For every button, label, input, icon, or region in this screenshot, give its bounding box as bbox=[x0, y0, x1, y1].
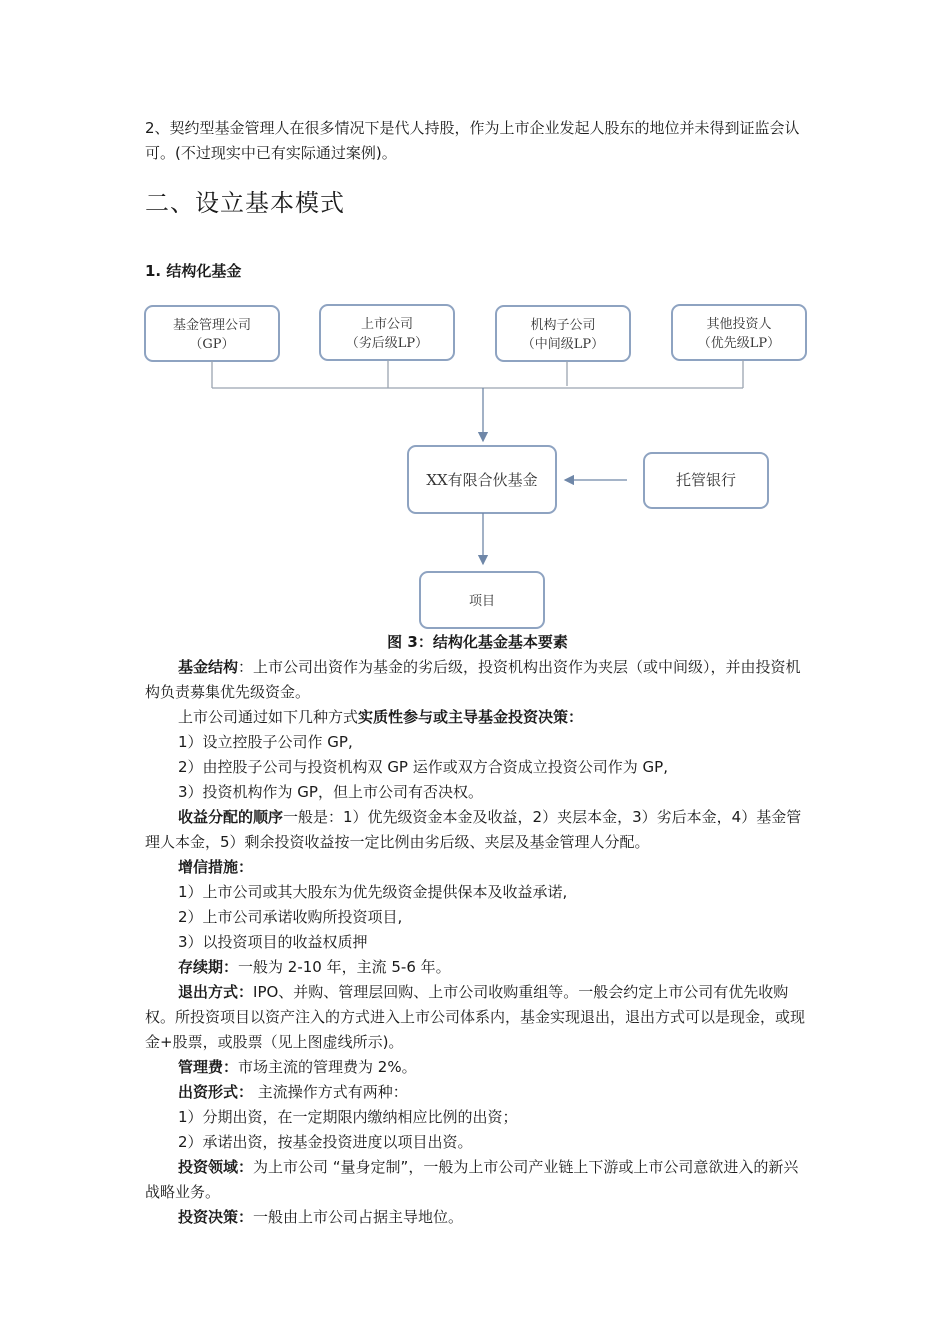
node-other-line2: （优先级LP） bbox=[697, 336, 781, 351]
node-gp-line2: （GP） bbox=[189, 337, 235, 352]
participate-bold: 实质性参与或主导基金投资决策： bbox=[358, 708, 584, 726]
node-fund-label: XX有限合伙基金 bbox=[426, 471, 538, 489]
intro-paragraph: 2、契约型基金管理人在很多情况下是代人持股，作为上市企业发起人股东的地位并未得到证监会认可。(不过现实中已有实际通过案例)。 bbox=[145, 119, 800, 162]
structure-text: ：上市公司出资作为基金的劣后级，投资机构出资作为夹层（或中间级），并由投资机构负责募集优先级资金。 bbox=[145, 658, 801, 701]
participate-pre: 上市公司通过如下几种方式 bbox=[178, 708, 359, 726]
decision-text: 一般由上市公司占据主导地位。 bbox=[253, 1208, 464, 1226]
participate-item-2: 2）由控股子公司与投资机构双 GP 运作或双方合资成立投资公司作为 GP, bbox=[178, 758, 668, 776]
node-project-label: 项目 bbox=[468, 594, 496, 609]
participate-line bbox=[178, 705, 843, 730]
node-bank-label: 托管银行 bbox=[675, 471, 737, 489]
fee-line bbox=[178, 1055, 843, 1080]
credit-item-1: 1）上市公司或其大股东为优先级资金提供保本及收益承诺, bbox=[178, 883, 568, 901]
contrib-label: 出资形式： bbox=[178, 1083, 254, 1101]
structure-label: 基金结构 bbox=[178, 658, 239, 676]
distribution-paragraph bbox=[145, 805, 810, 855]
fee-text: 市场主流的管理费为 2%。 bbox=[238, 1058, 417, 1076]
distribution-label: 收益分配的顺序 bbox=[178, 808, 284, 826]
credit-label: 增信措施： bbox=[178, 858, 254, 876]
participate-item-1: 1）设立控股子公司作 GP, bbox=[178, 733, 353, 751]
node-custodian-bank bbox=[644, 453, 768, 508]
node-fund bbox=[408, 446, 556, 513]
contrib-item-2: 2）承诺出资，按基金投资进度以项目出资。 bbox=[178, 1133, 473, 1151]
node-listed-company bbox=[320, 305, 454, 360]
node-gp bbox=[145, 306, 279, 361]
duration-label: 存续期： bbox=[178, 958, 239, 976]
duration-line bbox=[178, 955, 843, 980]
field-label: 投资领域： bbox=[178, 1158, 254, 1176]
distribution-text: 一般是：1）优先级资金本金及收益，2）夹层本金，3）劣后本金，4）基金管理人本金，5）剩余投资收益按一定比例由劣后级、夹层及基金管理人分配。 bbox=[145, 808, 802, 851]
contrib-text: 主流操作方式有两种： bbox=[253, 1083, 408, 1101]
node-institution-sub bbox=[496, 306, 630, 361]
decision-label: 投资决策： bbox=[178, 1208, 254, 1226]
credit-item-2: 2）上市公司承诺收购所投资项目, bbox=[178, 908, 403, 926]
node-gp-line1: 基金管理公司 bbox=[172, 318, 252, 333]
node-other-investors bbox=[672, 305, 806, 360]
node-project bbox=[420, 572, 544, 628]
decision-line bbox=[178, 1205, 843, 1230]
contrib-item-1: 1）分期出资，在一定期限内缴纳相应比例的出资； bbox=[178, 1108, 518, 1126]
exit-text: IPO、并购、管理层回购、上市公司收购重组等。一般会约定上市公司有优先收购权。所投资项目以资产注入的方式进入上市公司体系内，基金实现退出，退出方式可以是现金，或现金+股票，或股票（见上图虚线所示)。 bbox=[145, 983, 806, 1051]
node-inst-line1: 机构子公司 bbox=[530, 318, 596, 333]
section-title: 二、设立基本模式 bbox=[145, 189, 345, 217]
exit-paragraph bbox=[145, 980, 810, 1055]
credit-item-3: 3）以投资项目的收益权质押 bbox=[178, 933, 368, 951]
field-text: 为上市公司 “量身定制”，一般为上市公司产业链上下游或上市公司意欲进入的新兴战略业务。 bbox=[145, 1158, 799, 1201]
field-paragraph bbox=[145, 1155, 810, 1205]
node-listed-line1: 上市公司 bbox=[360, 317, 414, 332]
structure-paragraph bbox=[145, 655, 810, 705]
connector-lines bbox=[212, 360, 743, 388]
duration-text: 一般为 2-10 年，主流 5-6 年。 bbox=[238, 958, 451, 976]
exit-label: 退出方式： bbox=[178, 983, 254, 1001]
node-listed-line2: （劣后级LP） bbox=[345, 336, 429, 351]
structure-diagram bbox=[140, 298, 820, 632]
subsection-title: 1. 结构化基金 bbox=[145, 262, 242, 280]
fee-label: 管理费： bbox=[178, 1058, 239, 1076]
node-inst-line2: （中间级LP） bbox=[521, 337, 605, 352]
node-other-line1: 其他投资人 bbox=[706, 317, 772, 332]
participate-item-3: 3）投资机构作为 GP，但上市公司有否决权。 bbox=[178, 783, 483, 801]
contrib-line bbox=[178, 1080, 843, 1105]
figure-caption: 图 3：结构化基金基本要素 bbox=[387, 633, 568, 651]
